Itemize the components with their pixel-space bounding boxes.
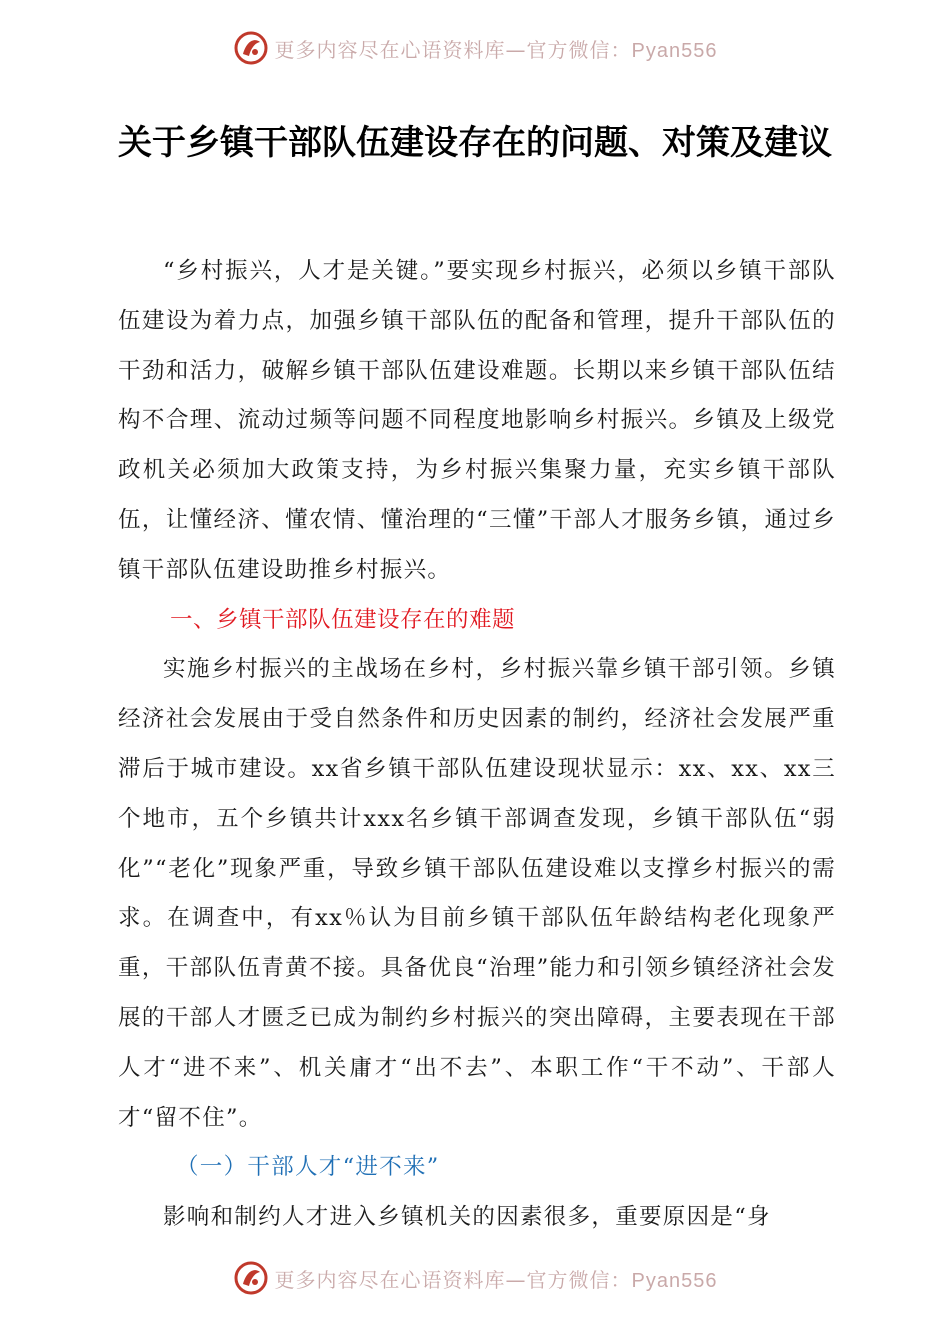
intro-paragraph: “乡村振兴，人才是关键。”要实现乡村振兴，必须以乡镇干部队伍建设为着力点，加强乡镇干部队伍的配备和管理，提升干部队伍的干劲和活力，破解乡镇干部队伍建设难题。长期以来乡镇干部队伍结构不合理、流动过频等问题不同程度地影响乡村振兴。乡镇及上级党政机关必须加大政策支持，为乡村振兴集聚力量，充实乡镇干部队伍，让懂经济、懂农情、懂治理的“三懂”干部人才服务乡镇，通过乡镇干部队伍建设助推乡村振兴。 (118, 258, 836, 583)
watermark-footer (0, 1258, 950, 1298)
subsection-paragraph: 影响和制约人才进入乡镇机关的因素很多，重要原因是“身 (163, 1204, 771, 1231)
brand-logo-icon (233, 1260, 269, 1296)
subsection-heading: （一）干部人才“进不来” (176, 1154, 440, 1181)
section-heading: 一、乡镇干部队伍建设存在的难题 (170, 606, 516, 633)
document-title: 关于乡镇干部队伍建设存在的问题、对策及建议 (118, 123, 832, 163)
watermark-text: 更多内容尽在心语资料库—官方微信：Pyan556 (274, 1267, 718, 1292)
watermark-text: 更多内容尽在心语资料库—官方微信：Pyan556 (274, 37, 718, 62)
watermark-header (0, 28, 950, 68)
section-paragraph: 实施乡村振兴的主战场在乡村，乡村振兴靠乡镇干部引领。乡镇经济社会发展由于受自然条件和历史因素的制约，经济社会发展严重滞后于城市建设。xx省乡镇干部队伍建设现状显示：xx、xx、xx三个地市，五个乡镇共计xxx名乡镇干部调查发现，乡镇干部队伍“弱化”“老化”现象严重，导致乡镇干部队伍建设难以支撑乡村振兴的需求。在调查中，有xx％认为目前乡镇干部队伍年龄结构老化现象严重，干部队伍青黄不接。具备优良“治理”能力和引领乡镇经济社会发展的干部人才匮乏已成为制约乡村振兴的突出障碍，主要表现在干部人才“进不来”、机关庸才“出不去”、本职工作“干不动”、干部人才“留不住”。 (118, 656, 836, 1131)
brand-logo-icon (233, 30, 269, 66)
document-body (118, 247, 836, 1243)
